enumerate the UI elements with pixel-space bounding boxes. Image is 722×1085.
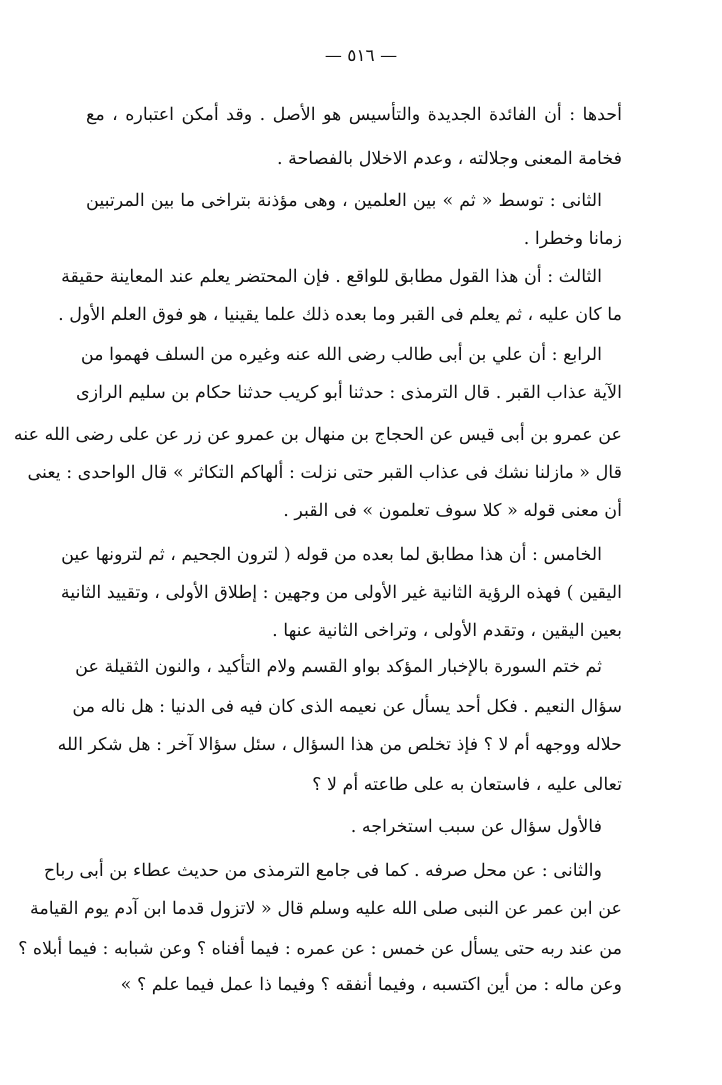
text-line: عن ابن عمر عن النبى صلى الله عليه وسلم قال « لاتزول قدما ابن آدم يوم القيامة <box>30 899 622 919</box>
text-line: أن معنى قوله « كلا سوف تعلمون » فى القبر . <box>283 501 622 521</box>
text-line: عن عمرو بن أبى قيس عن الحجاج بن منهال بن عمرو عن زر عن على رضى الله عنه <box>13 425 622 445</box>
text-line: من عند ربه حتى يسأل عن خمس : عن عمره : فيما أفناه ؟ وعن شبابه : فيما أبلاه ؟ <box>18 939 622 959</box>
page-number: — ٥١٦ — <box>324 46 398 66</box>
text-line: الآية عذاب القبر . قال الترمذى : حدثنا أبو كريب حدثنا حكام بن سليم الرازى <box>75 383 622 403</box>
text-line: الخامس : أن هذا مطابق لما بعده من قوله ( لترون الجحيم ، ثم لترونها عين <box>61 545 602 565</box>
text-line: حلاله ووجهه أم لا ؟ فإذ تخلص من هذا السؤال ، سئل سؤالا آخر : هل شكر الله <box>57 735 622 755</box>
text-line: والثانى : عن محل صرفه . كما فى جامع الترمذى من حديث عطاء بن أبى رباح <box>43 861 602 881</box>
text-line: ثم ختم السورة بالإخبار المؤكد بواو القسم ولام التأكيد ، والنون الثقيلة عن <box>75 657 602 677</box>
text-line: الثانى : توسط « ثم » بين العلمين ، وهى مؤذنة بتراخى ما بين المرتبين <box>86 191 602 211</box>
text-line: تعالى عليه ، فاستعان به على طاعته أم لا ؟ <box>312 775 622 795</box>
text-line: بعين اليقين ، وتقدم الأولى ، وتراخى الثانية عنها . <box>272 621 622 641</box>
text-line: قال « مازلنا نشك فى عذاب القبر حتى نزلت : ألهاكم التكاثر » قال الواحدى : يعنى <box>27 463 622 483</box>
text-line: الرابع : أن علي بن أبى طالب رضى الله عنه وغيره من السلف فهموا من <box>80 345 602 365</box>
text-line: اليقين ) فهذه الرؤية الثانية غير الأولى من وجهين : إطلاق الأولى ، وتقييد الثانية <box>60 583 622 603</box>
text-line: ما كان عليه ، ثم يعلم فى القبر وما بعده ذلك علما يقينيا ، هو فوق العلم الأول . <box>58 305 622 325</box>
text-line: فالأول سؤال عن سبب استخراجه . <box>350 817 602 837</box>
text-line: الثالث : أن هذا القول مطابق للواقع . فإن المحتضر يعلم عند المعاينة حقيقة <box>61 267 602 287</box>
text-line: سؤال النعيم . فكل أحد يسأل عن نعيمه الذى كان فيه فى الدنيا : هل ناله من <box>72 697 622 717</box>
text-line: زمانا وخطرا . <box>523 229 622 249</box>
text-line: فخامة المعنى وجلالته ، وعدم الاخلال بالفصاحة . <box>276 149 622 169</box>
text-line: وعن ماله : من أين اكتسبه ، وفيما أنفقه ؟ وفيما ذا عمل فيما علم ؟ » <box>120 975 622 995</box>
text-line: أحدها : أن الفائدة الجديدة والتأسيس هو الأصل . وقد أمكن اعتباره ، مع <box>86 105 622 125</box>
